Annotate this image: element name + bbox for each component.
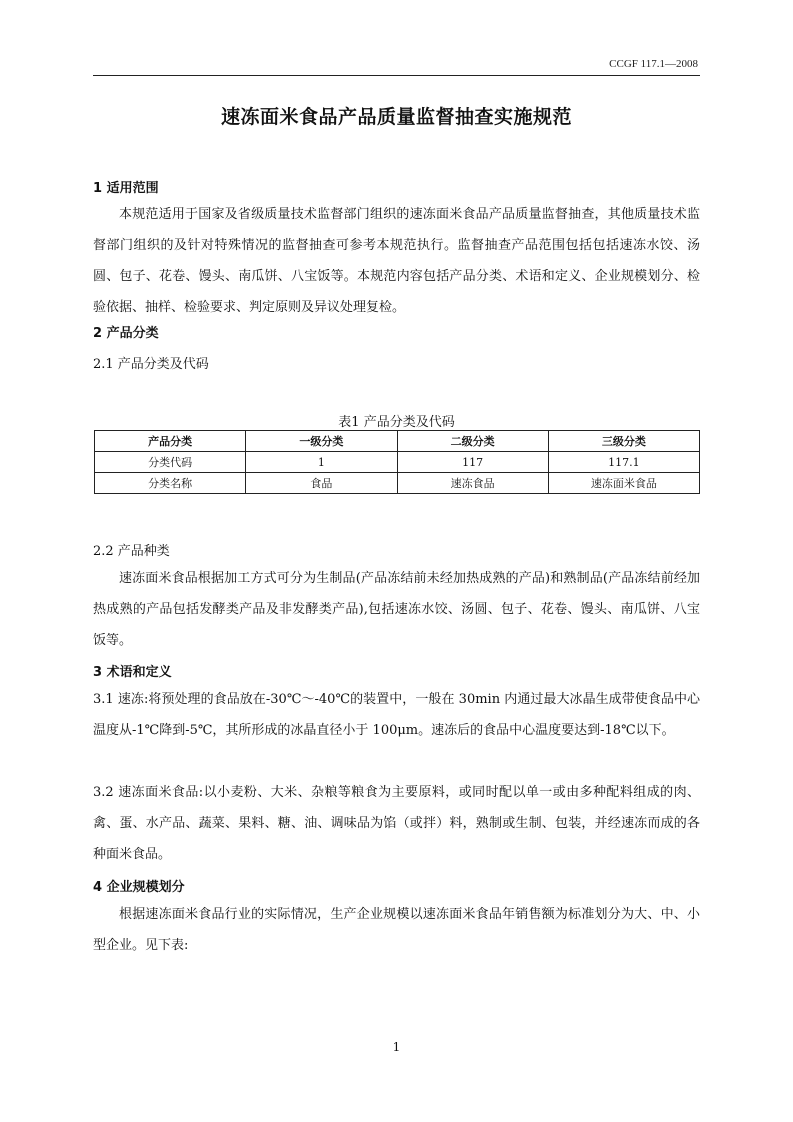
- section-4-paragraph: 根据速冻面米食品行业的实际情况，生产企业规模以速冻面米食品年销售额为标准划分为大、中、小型企业。见下表:: [93, 907, 700, 953]
- table-cell: 食品: [246, 473, 397, 494]
- section-2-2-paragraph: 速冻面米食品根据加工方式可分为生制品(产品冻结前未经加热成熟的产品)和熟制品(产品冻结前经加热成熟的产品包括发酵类产品及非发酵类产品),包括速冻水饺、汤圆、包子、花卷、馒头、南瓜饼、八宝饭等。: [93, 571, 700, 648]
- table-row: [95, 473, 700, 494]
- section-2-2-heading: 2.2 产品种类: [93, 544, 170, 559]
- product-classification-table: [94, 430, 700, 494]
- section-2-1-heading: 2.1 产品分类及代码: [93, 357, 209, 372]
- table-header-cell: 二级分类: [397, 431, 548, 452]
- table-cell: 117: [397, 452, 548, 473]
- page-title: 速冻面米食品产品质量监督抽查实施规范: [220, 106, 572, 128]
- section-2-heading: 2 产品分类: [93, 326, 159, 341]
- section-3-1-paragraph: 3.1 速冻:将预处理的食品放在-30℃～-40℃的装置中，一般在 30min 内通过最大冰晶生成带使食品中心温度从-1℃降到-5℃，其所形成的冰晶直径小于 100μm。速冻后的食品中心温度要达到-18℃以下。: [93, 692, 700, 738]
- table-cell: 速冻食品: [397, 473, 548, 494]
- header-rule: [93, 75, 700, 76]
- section-3-heading: 3 术语和定义: [93, 665, 172, 680]
- table-cell: 分类名称: [95, 473, 246, 494]
- section-1-paragraph: 本规范适用于国家及省级质量技术监督部门组织的速冻面米食品产品质量监督抽查，其他质量技术监督部门组织的及针对特殊情况的监督抽查可参考本规范执行。监督抽查产品范围包括包括速冻水饺、汤圆、包子、花卷、馒头、南瓜饼、八宝饭等。本规范内容包括产品分类、术语和定义、企业规模划分、检验依据、抽样、检验要求、判定原则及异议处理复检。: [93, 207, 700, 315]
- section-3-2-paragraph: 3.2 速冻面米食品:以小麦粉、大米、杂粮等粮食为主要原料，或同时配以单一或由多种配料组成的肉、禽、蛋、水产品、蔬菜、果料、糖、油、调味品为馅（或拌）料，熟制或生制、包装，并经速冻而成的各种面米食品。: [93, 785, 700, 862]
- page-number: 1: [392, 1040, 401, 1054]
- table-cell: 速冻面米食品: [548, 473, 699, 494]
- section-1-heading: 1 适用范围: [93, 181, 159, 196]
- table-header-row: [95, 431, 700, 452]
- table-cell: 1: [246, 452, 397, 473]
- document-code: CCGF 117.1—2008: [609, 58, 698, 70]
- table-row: [95, 452, 700, 473]
- table-cell: 分类代码: [95, 452, 246, 473]
- table-header-cell: 产品分类: [95, 431, 246, 452]
- table-caption: 表1 产品分类及代码: [338, 415, 455, 430]
- table-cell: 117.1: [548, 452, 699, 473]
- table-header-cell: 一级分类: [246, 431, 397, 452]
- table-header-cell: 三级分类: [548, 431, 699, 452]
- section-4-heading: 4 企业规模划分: [93, 880, 185, 895]
